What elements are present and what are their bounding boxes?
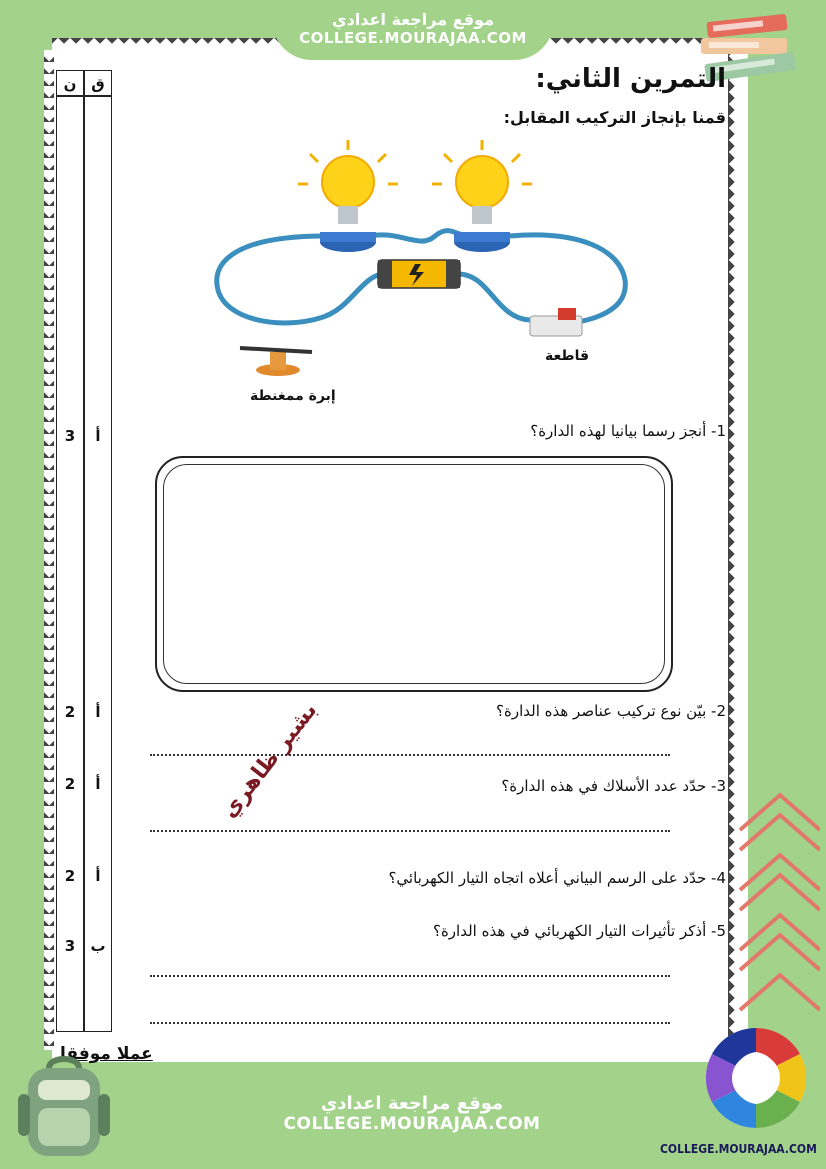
bottom-banner-url[interactable]: COLLEGE.MOURAJAA.COM (283, 1114, 541, 1134)
chevron-decoration-icon (735, 790, 820, 1030)
circuit-illustration (200, 140, 640, 410)
switch-icon (530, 308, 582, 336)
question-2: 2- بيّن نوع تركيب عناصر هذه الدارة؟ (496, 702, 726, 720)
row2-level: أ (95, 703, 101, 721)
row2-points: 2 (64, 703, 76, 721)
row1-points: 3 (64, 427, 76, 445)
battery-icon (378, 260, 460, 288)
question-4: 4- حدّد على الرسم البياني أعلاه اتجاه التيار الكهربائي؟ (388, 869, 726, 887)
header-n: ن (63, 75, 77, 93)
row3-points: 2 (64, 775, 76, 793)
page-border-left (44, 50, 54, 1050)
row5-points: 3 (64, 937, 76, 955)
row3-level: أ (95, 775, 101, 793)
answer-line-3[interactable] (150, 830, 670, 832)
teacher-signature: بشير ظاهري (216, 698, 323, 823)
row5-level: ب (90, 937, 106, 955)
magnetic-needle-icon (240, 348, 312, 376)
good-luck-note: عملا موفقا (60, 1044, 153, 1064)
question-3: 3- حدّد عدد الأسلاك في هذه الدارة؟ (501, 777, 726, 795)
bottom-banner-arabic: موقع مراجعة اعدادي (320, 1093, 504, 1114)
header-q: ق (91, 75, 105, 93)
top-banner-arabic: موقع مراجعة اعدادي (331, 10, 495, 29)
bottom-banner[interactable] (262, 1075, 562, 1169)
row1-level: أ (95, 427, 101, 445)
exercise-title: التمرين الثاني: (535, 64, 726, 94)
row4-points: 2 (64, 867, 76, 885)
top-banner[interactable] (272, 0, 554, 60)
question-1: 1- أنجز رسما بيانيا لهذه الدارة؟ (530, 422, 726, 440)
row4-level: أ (95, 867, 101, 885)
answer-line-5a[interactable] (150, 975, 670, 977)
needle-label: إبرة ممغنطة (250, 388, 336, 404)
switch-label: قاطعة (545, 348, 590, 364)
answer-line-2[interactable] (150, 754, 670, 756)
site-logo-icon[interactable] (692, 1022, 820, 1132)
exercise-intro: قمنا بإنجاز التركيب المقابل: (503, 108, 726, 127)
diagram-answer-box[interactable] (155, 456, 673, 692)
backpack-icon (14, 1050, 114, 1160)
question-5: 5- أذكر تأثيرات التيار الكهربائي في هذه الدارة؟ (432, 922, 726, 940)
top-banner-url[interactable]: COLLEGE.MOURAJAA.COM (299, 29, 527, 47)
grading-table (56, 70, 112, 1032)
answer-line-5b[interactable] (150, 1022, 670, 1024)
logo-url[interactable]: COLLEGE.MOURAJAA.COM (660, 1142, 817, 1156)
